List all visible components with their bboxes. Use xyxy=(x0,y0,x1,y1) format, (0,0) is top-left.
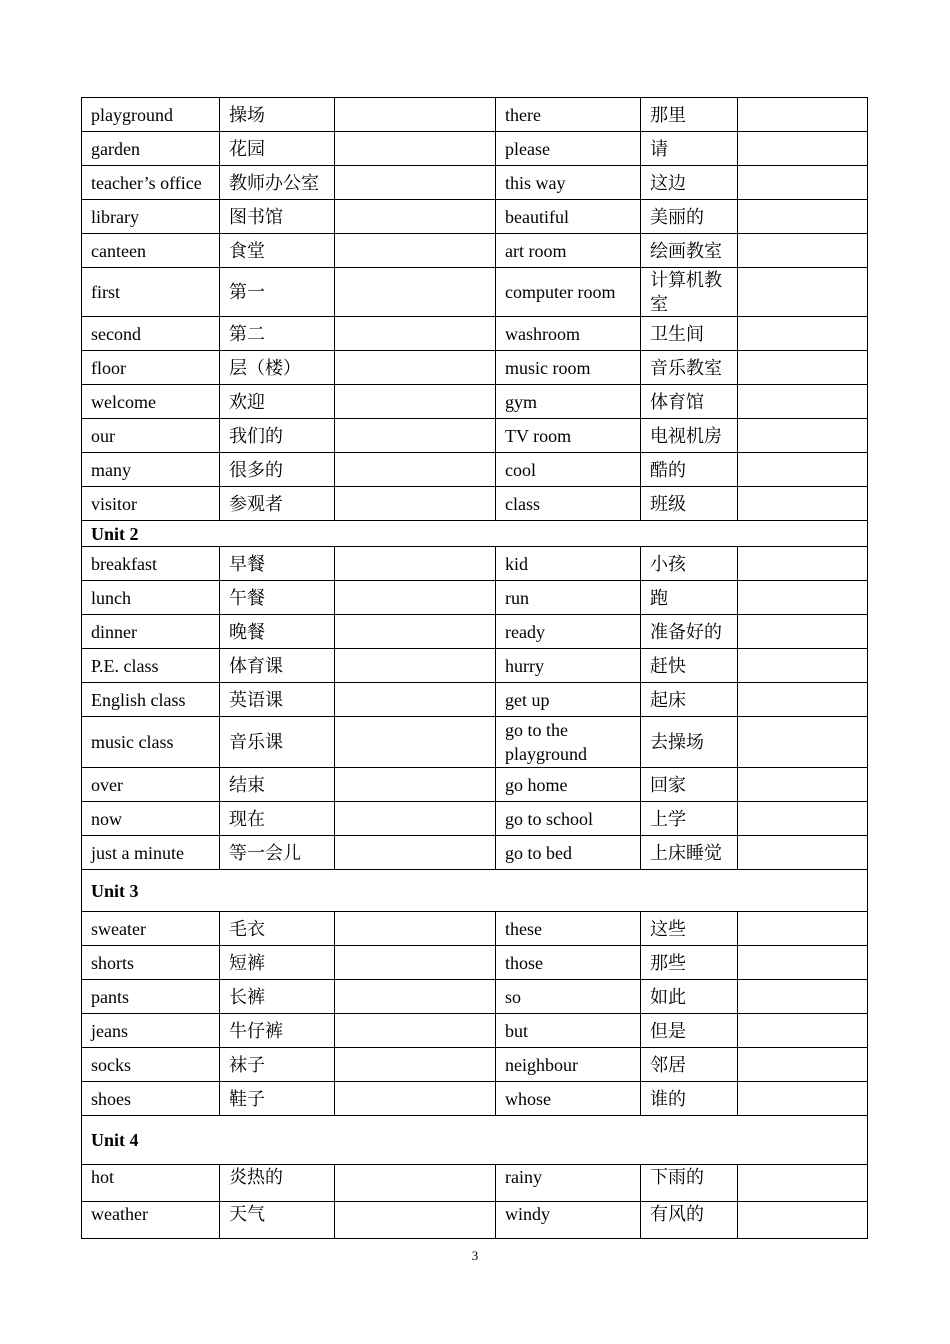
chinese-meaning: 参观者 xyxy=(220,487,335,521)
chinese-meaning: 那些 xyxy=(641,946,738,980)
vocab-row xyxy=(82,683,868,717)
english-word: second xyxy=(82,317,220,351)
vocab-row xyxy=(82,1048,868,1082)
chinese-meaning: 英语课 xyxy=(220,683,335,717)
blank-cell xyxy=(335,649,496,683)
english-word: this way xyxy=(496,166,641,200)
english-word: over xyxy=(82,768,220,802)
english-word: socks xyxy=(82,1048,220,1082)
blank-cell xyxy=(738,802,868,836)
vocabulary-table xyxy=(81,97,868,1239)
english-word: shoes xyxy=(82,1082,220,1116)
vocab-row xyxy=(82,1202,868,1239)
vocab-row xyxy=(82,649,868,683)
english-word: library xyxy=(82,200,220,234)
english-word: hot xyxy=(82,1165,220,1202)
blank-cell xyxy=(738,768,868,802)
chinese-meaning: 晚餐 xyxy=(220,615,335,649)
blank-cell xyxy=(738,980,868,1014)
blank-cell xyxy=(335,385,496,419)
chinese-meaning: 鞋子 xyxy=(220,1082,335,1116)
chinese-meaning: 袜子 xyxy=(220,1048,335,1082)
unit-heading-row xyxy=(82,1116,868,1165)
blank-cell xyxy=(738,717,868,768)
english-word: floor xyxy=(82,351,220,385)
chinese-meaning: 午餐 xyxy=(220,581,335,615)
blank-cell xyxy=(335,453,496,487)
chinese-meaning: 层（楼） xyxy=(220,351,335,385)
blank-cell xyxy=(335,268,496,317)
english-word: now xyxy=(82,802,220,836)
blank-cell xyxy=(738,1082,868,1116)
chinese-meaning: 去操场 xyxy=(641,717,738,768)
chinese-meaning: 我们的 xyxy=(220,419,335,453)
english-word: those xyxy=(496,946,641,980)
english-word: TV room xyxy=(496,419,641,453)
vocab-row xyxy=(82,487,868,521)
unit-heading: Unit 3 xyxy=(82,870,868,912)
english-word: these xyxy=(496,912,641,946)
blank-cell xyxy=(738,946,868,980)
english-word: art room xyxy=(496,234,641,268)
chinese-meaning: 绘画教室 xyxy=(641,234,738,268)
chinese-meaning: 酷的 xyxy=(641,453,738,487)
blank-cell xyxy=(335,1202,496,1239)
english-word: washroom xyxy=(496,317,641,351)
chinese-meaning: 那里 xyxy=(641,98,738,132)
chinese-meaning: 回家 xyxy=(641,768,738,802)
english-word: weather xyxy=(82,1202,220,1239)
english-word: go to the playground xyxy=(496,717,641,768)
chinese-meaning: 操场 xyxy=(220,98,335,132)
vocab-row xyxy=(82,946,868,980)
vocab-row xyxy=(82,385,868,419)
english-word: music room xyxy=(496,351,641,385)
blank-cell xyxy=(335,200,496,234)
vocab-row xyxy=(82,166,868,200)
english-word: computer room xyxy=(496,268,641,317)
chinese-meaning: 小孩 xyxy=(641,547,738,581)
vocab-row xyxy=(82,453,868,487)
blank-cell xyxy=(335,234,496,268)
english-word: canteen xyxy=(82,234,220,268)
english-word: jeans xyxy=(82,1014,220,1048)
blank-cell xyxy=(335,1165,496,1202)
english-word: just a minute xyxy=(82,836,220,870)
english-word: ready xyxy=(496,615,641,649)
blank-cell xyxy=(335,317,496,351)
blank-cell xyxy=(335,717,496,768)
chinese-meaning: 欢迎 xyxy=(220,385,335,419)
blank-cell xyxy=(738,547,868,581)
chinese-meaning: 炎热的 xyxy=(220,1165,335,1202)
english-word: garden xyxy=(82,132,220,166)
unit-heading: Unit 2 xyxy=(82,521,868,547)
blank-cell xyxy=(335,132,496,166)
english-word: sweater xyxy=(82,912,220,946)
blank-cell xyxy=(738,98,868,132)
english-word: kid xyxy=(496,547,641,581)
chinese-meaning: 但是 xyxy=(641,1014,738,1048)
blank-cell xyxy=(335,351,496,385)
blank-cell xyxy=(335,802,496,836)
blank-cell xyxy=(738,453,868,487)
english-word: playground xyxy=(82,98,220,132)
vocab-row xyxy=(82,768,868,802)
vocab-row xyxy=(82,912,868,946)
vocab-row xyxy=(82,98,868,132)
chinese-meaning: 教师办公室 xyxy=(220,166,335,200)
blank-cell xyxy=(738,317,868,351)
chinese-meaning: 班级 xyxy=(641,487,738,521)
vocab-row xyxy=(82,317,868,351)
chinese-meaning: 牛仔裤 xyxy=(220,1014,335,1048)
english-word: go to school xyxy=(496,802,641,836)
blank-cell xyxy=(335,1082,496,1116)
blank-cell xyxy=(335,1014,496,1048)
chinese-meaning: 音乐课 xyxy=(220,717,335,768)
blank-cell xyxy=(738,683,868,717)
english-word: go home xyxy=(496,768,641,802)
blank-cell xyxy=(335,547,496,581)
english-word: shorts xyxy=(82,946,220,980)
vocab-row xyxy=(82,717,868,768)
blank-cell xyxy=(738,581,868,615)
chinese-meaning: 第一 xyxy=(220,268,335,317)
chinese-meaning: 体育课 xyxy=(220,649,335,683)
chinese-meaning: 起床 xyxy=(641,683,738,717)
chinese-meaning: 图书馆 xyxy=(220,200,335,234)
english-word: get up xyxy=(496,683,641,717)
blank-cell xyxy=(738,836,868,870)
vocab-row xyxy=(82,351,868,385)
chinese-meaning: 邻居 xyxy=(641,1048,738,1082)
blank-cell xyxy=(738,200,868,234)
chinese-meaning: 有风的 xyxy=(641,1202,738,1239)
blank-cell xyxy=(738,1014,868,1048)
english-word: rainy xyxy=(496,1165,641,1202)
english-word: teacher’s office xyxy=(82,166,220,200)
blank-cell xyxy=(335,836,496,870)
chinese-meaning: 天气 xyxy=(220,1202,335,1239)
chinese-meaning: 上学 xyxy=(641,802,738,836)
blank-cell xyxy=(738,1165,868,1202)
chinese-meaning: 准备好的 xyxy=(641,615,738,649)
blank-cell xyxy=(738,166,868,200)
chinese-meaning: 美丽的 xyxy=(641,200,738,234)
vocab-row xyxy=(82,234,868,268)
chinese-meaning: 跑 xyxy=(641,581,738,615)
chinese-meaning: 音乐教室 xyxy=(641,351,738,385)
blank-cell xyxy=(335,98,496,132)
blank-cell xyxy=(738,132,868,166)
english-word: pants xyxy=(82,980,220,1014)
blank-cell xyxy=(335,419,496,453)
chinese-meaning: 谁的 xyxy=(641,1082,738,1116)
chinese-meaning: 请 xyxy=(641,132,738,166)
blank-cell xyxy=(738,615,868,649)
chinese-meaning: 很多的 xyxy=(220,453,335,487)
blank-cell xyxy=(335,768,496,802)
blank-cell xyxy=(335,912,496,946)
blank-cell xyxy=(335,487,496,521)
english-word: P.E. class xyxy=(82,649,220,683)
vocab-row xyxy=(82,836,868,870)
vocab-row xyxy=(82,268,868,317)
vocab-row xyxy=(82,200,868,234)
blank-cell xyxy=(335,946,496,980)
chinese-meaning: 体育馆 xyxy=(641,385,738,419)
vocab-row xyxy=(82,615,868,649)
english-word: class xyxy=(496,487,641,521)
blank-cell xyxy=(738,649,868,683)
blank-cell xyxy=(738,268,868,317)
chinese-meaning: 等一会儿 xyxy=(220,836,335,870)
blank-cell xyxy=(335,166,496,200)
chinese-meaning: 现在 xyxy=(220,802,335,836)
chinese-meaning: 上床睡觉 xyxy=(641,836,738,870)
vocab-row xyxy=(82,1082,868,1116)
chinese-meaning: 如此 xyxy=(641,980,738,1014)
vocab-row xyxy=(82,419,868,453)
chinese-meaning: 花园 xyxy=(220,132,335,166)
english-word: gym xyxy=(496,385,641,419)
english-word: visitor xyxy=(82,487,220,521)
english-word: English class xyxy=(82,683,220,717)
english-word: neighbour xyxy=(496,1048,641,1082)
chinese-meaning: 下雨的 xyxy=(641,1165,738,1202)
english-word: whose xyxy=(496,1082,641,1116)
blank-cell xyxy=(738,912,868,946)
unit-heading: Unit 4 xyxy=(82,1116,868,1165)
english-word: run xyxy=(496,581,641,615)
blank-cell xyxy=(738,1202,868,1239)
english-word: lunch xyxy=(82,581,220,615)
blank-cell xyxy=(335,683,496,717)
blank-cell xyxy=(738,385,868,419)
english-word: first xyxy=(82,268,220,317)
chinese-meaning: 食堂 xyxy=(220,234,335,268)
vocab-row xyxy=(82,132,868,166)
english-word: dinner xyxy=(82,615,220,649)
chinese-meaning: 早餐 xyxy=(220,547,335,581)
chinese-meaning: 赶快 xyxy=(641,649,738,683)
chinese-meaning: 短裤 xyxy=(220,946,335,980)
english-word: music class xyxy=(82,717,220,768)
chinese-meaning: 毛衣 xyxy=(220,912,335,946)
vocab-row xyxy=(82,581,868,615)
vocab-row xyxy=(82,980,868,1014)
chinese-meaning: 结束 xyxy=(220,768,335,802)
chinese-meaning: 第二 xyxy=(220,317,335,351)
chinese-meaning: 卫生间 xyxy=(641,317,738,351)
vocab-row xyxy=(82,1014,868,1048)
english-word: breakfast xyxy=(82,547,220,581)
english-word: but xyxy=(496,1014,641,1048)
english-word: cool xyxy=(496,453,641,487)
english-word: go to bed xyxy=(496,836,641,870)
blank-cell xyxy=(335,980,496,1014)
chinese-meaning: 电视机房 xyxy=(641,419,738,453)
vocab-row xyxy=(82,802,868,836)
blank-cell xyxy=(335,581,496,615)
blank-cell xyxy=(738,487,868,521)
blank-cell xyxy=(335,1048,496,1082)
english-word: so xyxy=(496,980,641,1014)
unit-heading-row xyxy=(82,870,868,912)
english-word: beautiful xyxy=(496,200,641,234)
chinese-meaning: 这些 xyxy=(641,912,738,946)
english-word: windy xyxy=(496,1202,641,1239)
vocab-row xyxy=(82,1165,868,1202)
vocab-row xyxy=(82,547,868,581)
english-word: hurry xyxy=(496,649,641,683)
chinese-meaning: 这边 xyxy=(641,166,738,200)
english-word: many xyxy=(82,453,220,487)
english-word: please xyxy=(496,132,641,166)
page-number: 3 xyxy=(471,1248,479,1263)
blank-cell xyxy=(335,615,496,649)
english-word: there xyxy=(496,98,641,132)
unit-heading-row xyxy=(82,521,868,547)
english-word: our xyxy=(82,419,220,453)
blank-cell xyxy=(738,234,868,268)
blank-cell xyxy=(738,1048,868,1082)
english-word: welcome xyxy=(82,385,220,419)
blank-cell xyxy=(738,419,868,453)
blank-cell xyxy=(738,351,868,385)
chinese-meaning: 长裤 xyxy=(220,980,335,1014)
chinese-meaning: 计算机教室 xyxy=(641,268,738,317)
